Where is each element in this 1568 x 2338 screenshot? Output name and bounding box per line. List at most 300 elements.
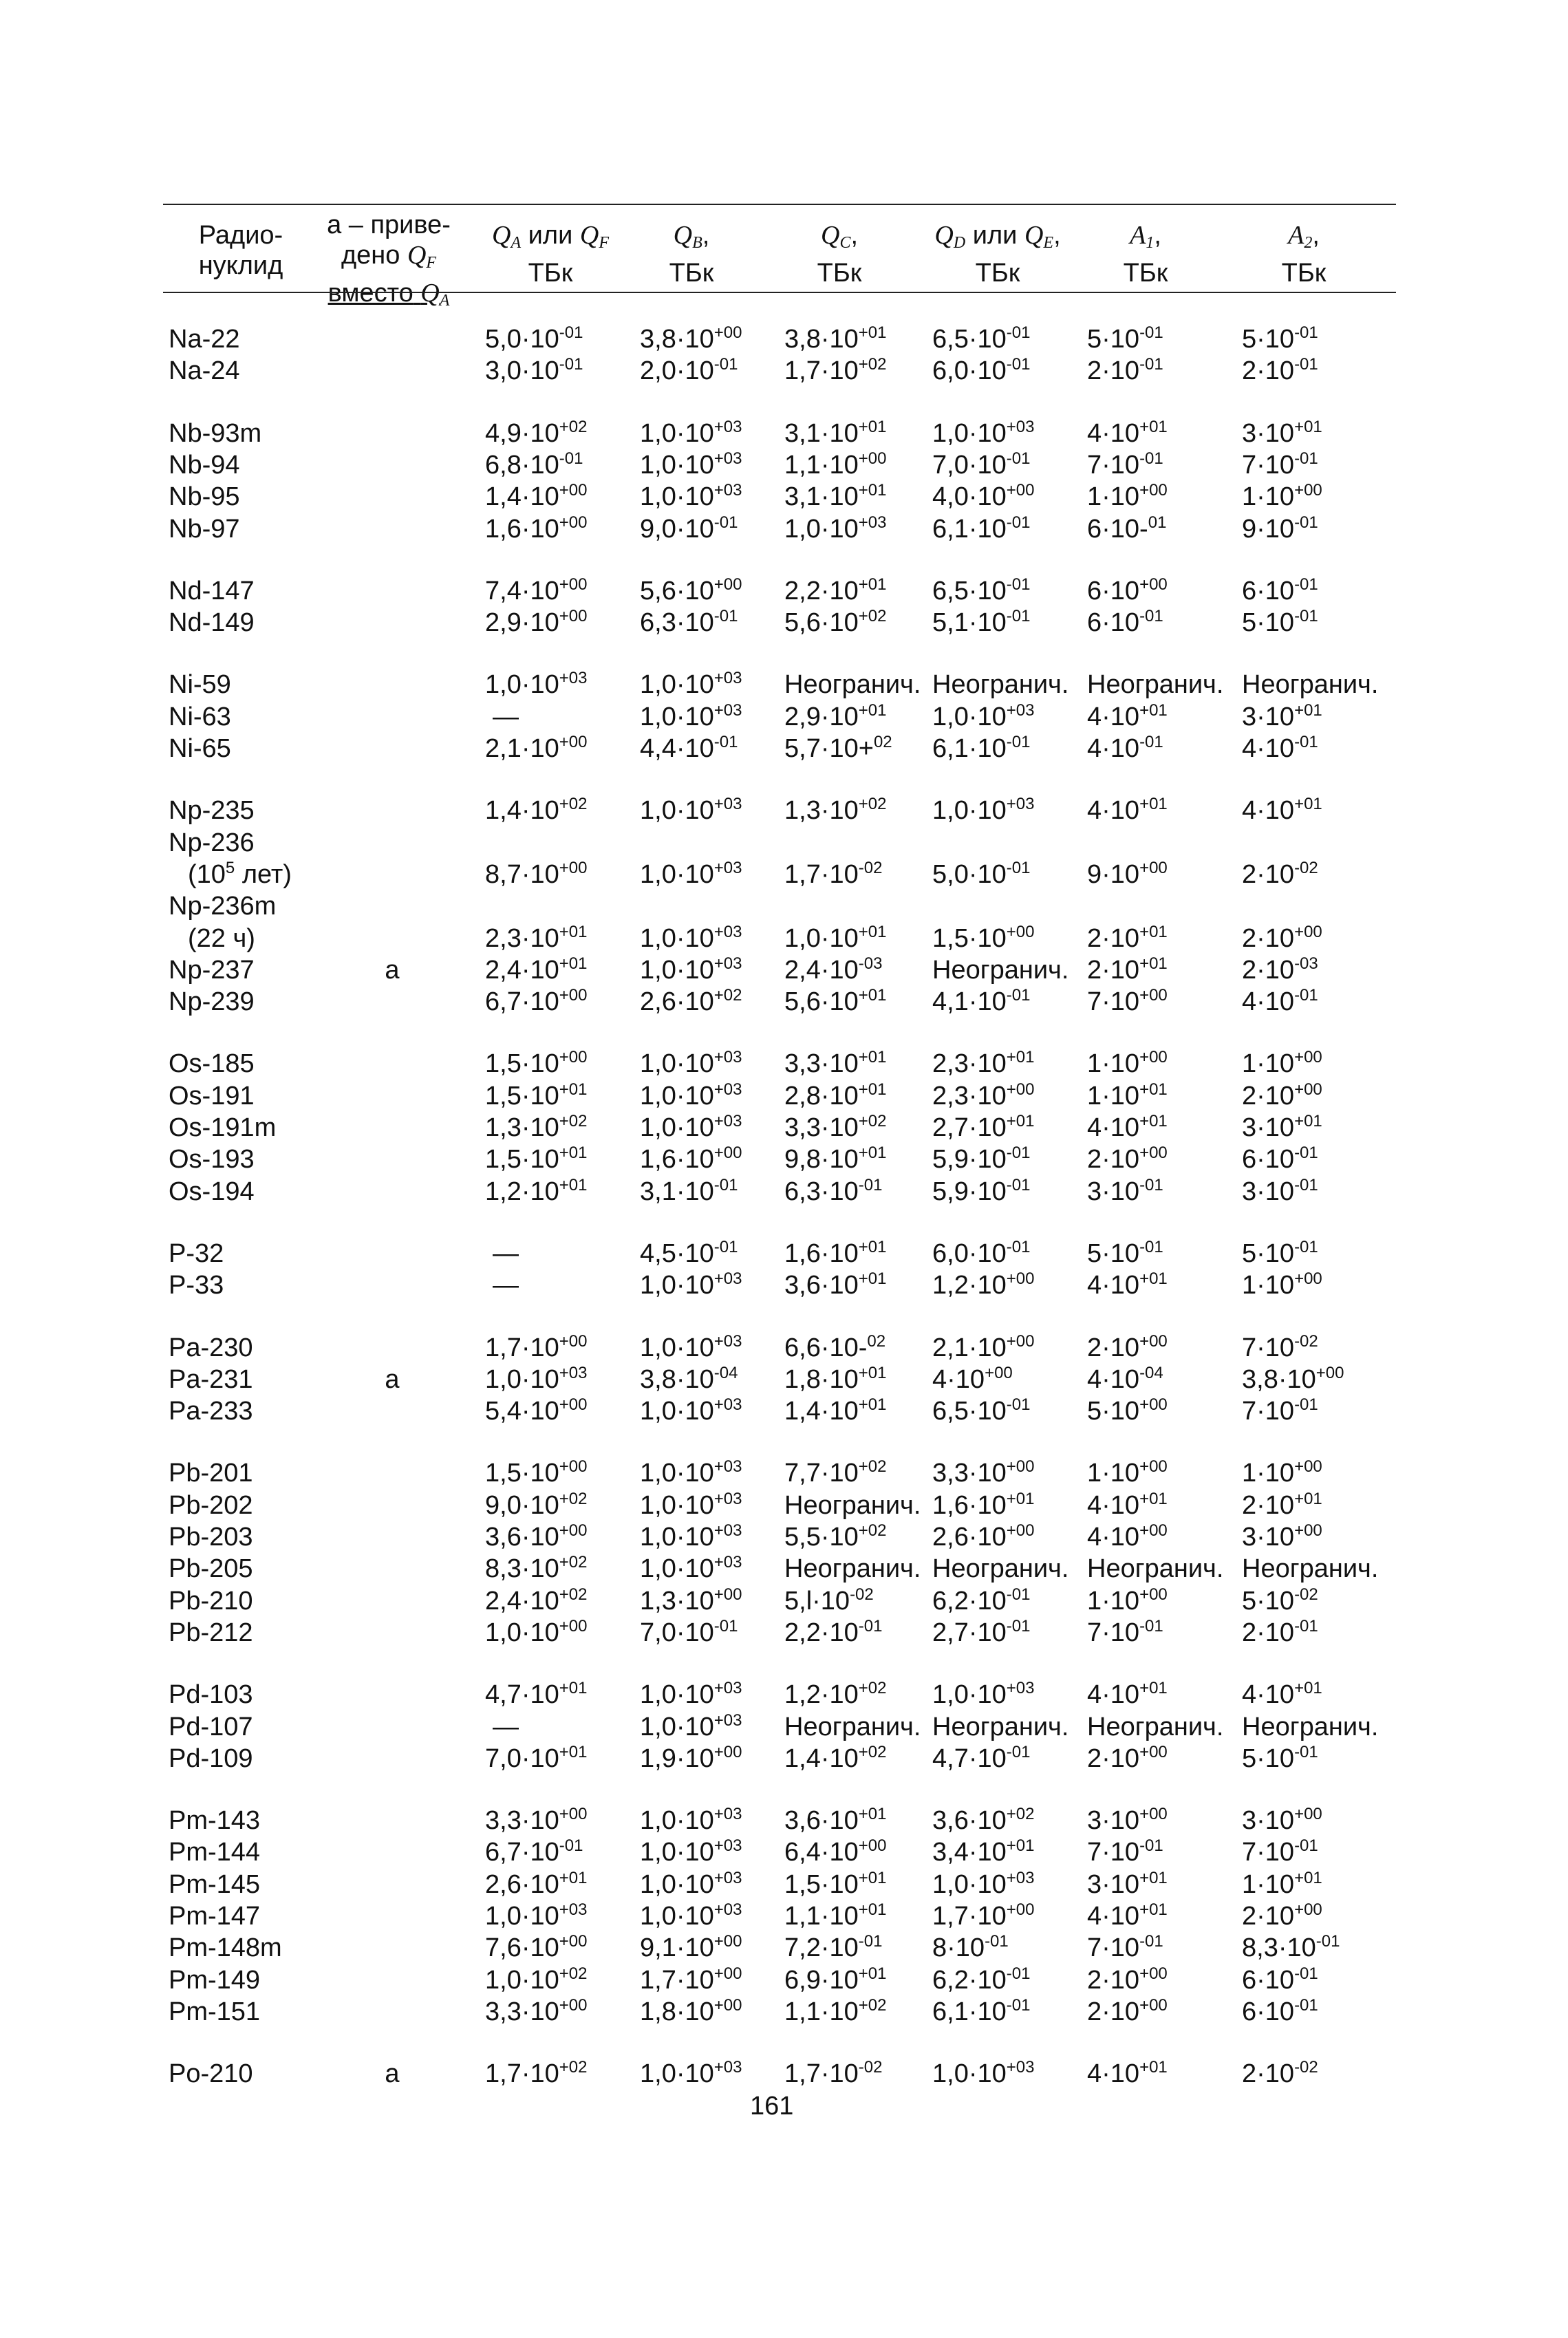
- cell-a2: $3\cdot 10^{+00}$: [1242, 1805, 1322, 1836]
- table-row: [0, 1112, 1568, 1144]
- cell-a2: $6\cdot 10^{-01}$: [1242, 1995, 1318, 2026]
- cell-qa: —: [493, 1712, 519, 1741]
- cell-qc: $2,2\cdot 10^{+01}$: [784, 575, 887, 605]
- cell-qa: $1,3\cdot 10^{+02}$: [485, 1112, 588, 1142]
- cell-qd: $1,0\cdot 10^{+03}$: [932, 417, 1035, 448]
- cell-a1: $4\cdot 10^{-04}$: [1087, 1363, 1163, 1394]
- col-header-qd: $Q_D$ или $Q_E$, ТБк: [934, 221, 1061, 288]
- col-header-qa: $Q_A$ или $Q_F$ ТБк: [491, 221, 609, 288]
- cell-qc: $7,7\cdot 10^{+02}$: [784, 1457, 887, 1488]
- table-row: [0, 481, 1568, 513]
- cell-nuclide: Os-194: [169, 1177, 255, 1206]
- cell-qc: $6,4\cdot 10^{+00}$: [784, 1836, 887, 1867]
- table-row: [0, 1711, 1568, 1743]
- cell-a2: $2\cdot 10^{+00}$: [1242, 922, 1322, 953]
- table-row: [0, 1805, 1568, 1836]
- cell-a2: $5\cdot 10^{-01}$: [1242, 1237, 1318, 1268]
- table-row: [0, 1900, 1568, 1932]
- table-row: [0, 1490, 1568, 1521]
- cell-a2: $3\cdot 10^{+00}$: [1242, 1521, 1322, 1552]
- cell-a2: $7\cdot 10^{-01}$: [1242, 1836, 1318, 1867]
- cell-a1: $4\cdot 10^{-01}$: [1087, 733, 1163, 763]
- cell-qb: $1,0\cdot 10^{+03}$: [640, 858, 742, 889]
- cell-qa: $3,3\cdot 10^{+00}$: [485, 1995, 588, 2026]
- cell-qb: $1,0\cdot 10^{+03}$: [640, 449, 742, 480]
- table-header-rule: [163, 292, 1396, 293]
- cell-qd: $2,1\cdot 10^{+00}$: [932, 1331, 1035, 1362]
- cell-qd: $6,1\cdot 10^{-01}$: [932, 733, 1031, 763]
- cell-qb: $1,0\cdot 10^{+03}$: [640, 1836, 742, 1867]
- cell-qb: $1,0\cdot 10^{+03}$: [640, 1489, 742, 1520]
- cell-qb: $4,4\cdot 10^{-01}$: [640, 733, 738, 763]
- table-row: [0, 859, 1568, 890]
- cell-qd: $5,9\cdot 10^{-01}$: [932, 1144, 1031, 1175]
- cell-a2: Неогранич.: [1242, 1554, 1379, 1584]
- cell-a1: $2\cdot 10^{+00}$: [1087, 1742, 1168, 1773]
- cell-a1: 6·10-$^{01}$: [1087, 513, 1167, 544]
- cell-nuclide: Os-191: [169, 1081, 255, 1111]
- cell-nuclide: Pb-203: [169, 1523, 253, 1552]
- cell-qb: $1,0\cdot 10^{+03}$: [640, 2058, 742, 2089]
- cell-qb: $1,0\cdot 10^{+03}$: [640, 1331, 742, 1362]
- cell-qc: $9,8\cdot 10^{+01}$: [784, 1144, 887, 1175]
- cell-qb: $1,0\cdot 10^{+03}$: [640, 417, 742, 448]
- cell-qc: $1,4\cdot 10^{+02}$: [784, 1742, 887, 1773]
- cell-qa: $6,8\cdot 10^{-01}$: [485, 449, 583, 480]
- table-row: [0, 890, 1568, 922]
- cell-qc: $1,6\cdot 10^{+01}$: [784, 1237, 887, 1268]
- cell-nuclide: Po-210: [169, 2059, 253, 2089]
- cell-qa: $5,0\cdot 10^{-01}$: [485, 323, 583, 354]
- cell-nuclide: Pm-151: [169, 1997, 261, 2026]
- cell-qc: Неогранич.: [784, 1490, 921, 1520]
- cell-qb: $1,0\cdot 10^{+03}$: [640, 795, 742, 826]
- cell-a1: $4\cdot 10^{+01}$: [1087, 1112, 1168, 1142]
- cell-qb: $1,0\cdot 10^{+03}$: [640, 481, 742, 512]
- cell-qd: $1,0\cdot 10^{+03}$: [932, 795, 1035, 826]
- cell-qa: $8,3\cdot 10^{+02}$: [485, 1553, 588, 1584]
- cell-nuclide: Np-237: [169, 955, 255, 985]
- cell-qc: $1,1\cdot 10^{+02}$: [784, 1995, 887, 2026]
- cell-qa: $3,0\cdot 10^{-01}$: [485, 355, 583, 386]
- cell-qb: $3,1\cdot 10^{-01}$: [640, 1175, 738, 1206]
- cell-nuclide: ($10^5$ лет): [188, 858, 292, 889]
- col-header-a2: $A_2$, ТБк: [1281, 221, 1327, 288]
- cell-qb: $1,0\cdot 10^{+03}$: [640, 1080, 742, 1111]
- cell-nuclide: Pa-231: [169, 1364, 253, 1394]
- cell-qc: $6,3\cdot 10^{-01}$: [784, 1175, 883, 1206]
- table-row: [0, 1743, 1568, 1774]
- cell-a2: $4\cdot 10^{+01}$: [1242, 1679, 1322, 1710]
- cell-qc: $1,8\cdot 10^{+01}$: [784, 1363, 887, 1394]
- cell-nuclide: Os-191m: [169, 1113, 277, 1142]
- col-header-nuclide: Радио- нуклид: [198, 221, 283, 280]
- cell-a2: $2\cdot 10^{-02}$: [1242, 858, 1318, 889]
- cell-qb: $6,3\cdot 10^{-01}$: [640, 607, 738, 638]
- cell-qc: $2,8\cdot 10^{+01}$: [784, 1080, 887, 1111]
- cell-qb: $1,0\cdot 10^{+03}$: [640, 954, 742, 985]
- cell-qd: $6,5\cdot 10^{-01}$: [932, 575, 1031, 605]
- cell-nuclide: Nd-149: [169, 608, 255, 638]
- cell-qc: $1,1\cdot 10^{+00}$: [784, 449, 887, 480]
- cell-qc: $5,6\cdot 10^{+02}$: [784, 607, 887, 638]
- cell-nuclide: Pm-149: [169, 1965, 261, 1995]
- cell-qd: $4,1\cdot 10^{-01}$: [932, 986, 1031, 1017]
- cell-qd: $1,7\cdot 10^{+00}$: [932, 1900, 1035, 1931]
- cell-qa: $5,4\cdot 10^{+00}$: [485, 1395, 588, 1426]
- table-row: [0, 607, 1568, 639]
- cell-qb: $5,6\cdot 10^{+00}$: [640, 575, 742, 605]
- cell-nuclide: Pm-147: [169, 1902, 261, 1931]
- cell-qc: $3,1\cdot 10^{+01}$: [784, 417, 887, 448]
- table-row: [0, 1521, 1568, 1553]
- cell-qb: $1,0\cdot 10^{+03}$: [640, 1900, 742, 1931]
- cell-qd: $5,9\cdot 10^{-01}$: [932, 1175, 1031, 1206]
- table-row: [0, 1332, 1568, 1364]
- col-header-a1: $A_1$, ТБк: [1123, 221, 1168, 288]
- cell-qd: $6,0\cdot 10^{-01}$: [932, 1237, 1031, 1268]
- cell-qc: $3,3\cdot 10^{+01}$: [784, 1048, 887, 1079]
- cell-qa: —: [493, 1238, 519, 1268]
- cell-a1: $2\cdot 10^{+00}$: [1087, 1995, 1168, 2026]
- cell-qa: $2,1\cdot 10^{+00}$: [485, 733, 588, 763]
- cell-qb: $1,6\cdot 10^{+00}$: [640, 1144, 742, 1175]
- cell-qb: $3,8\cdot 10^{+00}$: [640, 323, 742, 354]
- cell-a1: $4\cdot 10^{+01}$: [1087, 2058, 1168, 2089]
- table-row: [0, 923, 1568, 954]
- cell-qb: $9,1\cdot 10^{+00}$: [640, 1932, 742, 1963]
- cell-qc: $1,7\cdot 10^{-02}$: [784, 858, 883, 889]
- table-row: [0, 701, 1568, 733]
- table-top-rule: [163, 204, 1396, 205]
- cell-a1: $5\cdot 10^{-01}$: [1087, 323, 1163, 354]
- cell-a1: Неогранич.: [1087, 1712, 1224, 1741]
- cell-a1: $4\cdot 10^{+01}$: [1087, 1269, 1168, 1300]
- cell-qb: $1,0\cdot 10^{+03}$: [640, 1521, 742, 1552]
- cell-a1: $2\cdot 10^{+01}$: [1087, 954, 1168, 985]
- cell-qc: Неогранич.: [784, 1554, 921, 1584]
- cell-qc: Неогранич.: [784, 670, 921, 700]
- cell-qa: $1,4\cdot 10^{+02}$: [485, 795, 588, 826]
- cell-a1: Неогранич.: [1087, 670, 1224, 700]
- cell-a1: $2\cdot 10^{+01}$: [1087, 922, 1168, 953]
- cell-qa: $1,7\cdot 10^{+00}$: [485, 1331, 588, 1362]
- table-row: [0, 1836, 1568, 1868]
- cell-nuclide: Pm-144: [169, 1838, 261, 1867]
- cell-qa: $1,0\cdot 10^{+02}$: [485, 1964, 588, 1995]
- cell-qd: Неогранич.: [932, 955, 1069, 985]
- cell-a1: Неогранич.: [1087, 1554, 1224, 1584]
- col-header-qb: $Q_B$, ТБк: [669, 221, 714, 288]
- cell-nuclide: Nb-93m: [169, 418, 262, 448]
- cell-qc: $2,2\cdot 10^{-01}$: [784, 1616, 883, 1647]
- cell-qb: $1,0\cdot 10^{+03}$: [640, 1679, 742, 1710]
- cell-a1: $7\cdot 10^{-01}$: [1087, 1836, 1163, 1867]
- cell-a1: $2\cdot 10^{+00}$: [1087, 1331, 1168, 1362]
- cell-a2: $1\cdot 10^{+00}$: [1242, 1269, 1322, 1300]
- cell-qd: $4,7\cdot 10^{-01}$: [932, 1742, 1031, 1773]
- table-row: [0, 1080, 1568, 1112]
- cell-qc: $3,6\cdot 10^{+01}$: [784, 1805, 887, 1836]
- cell-a2: $4\cdot 10^{+01}$: [1242, 795, 1322, 826]
- cell-qa: $2,4\cdot 10^{+01}$: [485, 954, 588, 985]
- cell-qa: $1,7\cdot 10^{+02}$: [485, 2058, 588, 2089]
- cell-nuclide: Ni-63: [169, 702, 231, 731]
- cell-qb: $7,0\cdot 10^{-01}$: [640, 1616, 738, 1647]
- cell-qd: $4\cdot 10^{+00}$: [932, 1363, 1013, 1394]
- cell-qd: $3,3\cdot 10^{+00}$: [932, 1457, 1035, 1488]
- cell-qa: $2,6\cdot 10^{+01}$: [485, 1868, 588, 1899]
- cell-a1: $1\cdot 10^{+00}$: [1087, 1585, 1168, 1616]
- cell-qd: $6,2\cdot 10^{-01}$: [932, 1585, 1031, 1616]
- cell-qa: $1,5\cdot 10^{+00}$: [485, 1457, 588, 1488]
- cell-a1: $1\cdot 10^{+01}$: [1087, 1080, 1168, 1111]
- cell-a1: $5\cdot 10^{+00}$: [1087, 1395, 1168, 1426]
- cell-qc: $3,1\cdot 10^{+01}$: [784, 481, 887, 512]
- cell-qa: $1,0\cdot 10^{+03}$: [485, 669, 588, 700]
- cell-nuclide: P-32: [169, 1238, 224, 1268]
- cell-qd: $1,5\cdot 10^{+00}$: [932, 922, 1035, 953]
- table-row: [0, 1932, 1568, 1964]
- cell-nuclide: Os-185: [169, 1049, 255, 1079]
- cell-qd: $6,5\cdot 10^{-01}$: [932, 1395, 1031, 1426]
- cell-qc: $7,2\cdot 10^{-01}$: [784, 1932, 883, 1963]
- cell-nuclide: Pb-212: [169, 1618, 253, 1647]
- cell-qb: $1,0\cdot 10^{+03}$: [640, 922, 742, 953]
- cell-qc: $1,4\cdot 10^{+01}$: [784, 1395, 887, 1426]
- cell-qc: $1,0\cdot 10^{+03}$: [784, 513, 887, 544]
- cell-qb: $4,5\cdot 10^{-01}$: [640, 1237, 738, 1268]
- cell-qc: $5,5\cdot 10^{+02}$: [784, 1521, 887, 1552]
- cell-qd: $6,5\cdot 10^{-01}$: [932, 323, 1031, 354]
- cell-nuclide: Nb-97: [169, 514, 240, 544]
- cell-qd: $1,6\cdot 10^{+01}$: [932, 1489, 1035, 1520]
- cell-flag: а: [385, 1364, 400, 1394]
- cell-a1: $6\cdot 10^{-01}$: [1087, 607, 1163, 638]
- cell-qd: $8\cdot 10^{-01}$: [932, 1932, 1009, 1963]
- cell-a2: $3\cdot 10^{-01}$: [1242, 1175, 1318, 1206]
- cell-a2: $3\cdot 10^{+01}$: [1242, 417, 1322, 448]
- cell-qc: $5,l\cdot 10^{-02}$: [784, 1585, 874, 1616]
- table-row: [0, 1144, 1568, 1175]
- cell-a1: $2\cdot 10^{-01}$: [1087, 355, 1163, 386]
- cell-qc: $3,6\cdot 10^{+01}$: [784, 1269, 887, 1300]
- cell-qa: $2,9\cdot 10^{+00}$: [485, 607, 588, 638]
- cell-a2: $2\cdot 10^{-03}$: [1242, 954, 1318, 985]
- table-row: [0, 449, 1568, 481]
- table-row: [0, 418, 1568, 449]
- cell-a1: $1\cdot 10^{+00}$: [1087, 1457, 1168, 1488]
- cell-qc: $1,0\cdot 10^{+01}$: [784, 922, 887, 953]
- cell-a2: $1\cdot 10^{+00}$: [1242, 481, 1322, 512]
- cell-qd: $2,6\cdot 10^{+00}$: [932, 1521, 1035, 1552]
- table-row: [0, 795, 1568, 826]
- cell-qb: $2,0\cdot 10^{-01}$: [640, 355, 738, 386]
- cell-a1: $6\cdot 10^{+00}$: [1087, 575, 1168, 605]
- cell-qb: $1,0\cdot 10^{+03}$: [640, 1112, 742, 1142]
- cell-a2: $2\cdot 10^{-02}$: [1242, 2058, 1318, 2089]
- cell-a2: $5\cdot 10^{-01}$: [1242, 1742, 1318, 1773]
- cell-qb: $1,0\cdot 10^{+03}$: [640, 1048, 742, 1079]
- cell-a2: Неогранич.: [1242, 1712, 1379, 1741]
- cell-a1: $3\cdot 10^{-01}$: [1087, 1175, 1163, 1206]
- cell-qb: $1,0\cdot 10^{+03}$: [640, 700, 742, 731]
- cell-qa: $4,7\cdot 10^{+01}$: [485, 1679, 588, 1710]
- table-row: [0, 669, 1568, 700]
- cell-qb: $1,0\cdot 10^{+03}$: [640, 1553, 742, 1584]
- cell-qd: $1,0\cdot 10^{+03}$: [932, 2058, 1035, 2089]
- cell-qd: $6,0\cdot 10^{-01}$: [932, 355, 1031, 386]
- table-row: [0, 733, 1568, 764]
- cell-qc: $1,7\cdot 10^{-02}$: [784, 2058, 883, 2089]
- cell-qc: $1,7\cdot 10^{+02}$: [784, 355, 887, 386]
- table-row: [0, 355, 1568, 387]
- cell-a1: $4\cdot 10^{+00}$: [1087, 1521, 1168, 1552]
- cell-a1: $4\cdot 10^{+01}$: [1087, 795, 1168, 826]
- table-row: [0, 1269, 1568, 1301]
- table-row: [0, 1996, 1568, 2028]
- cell-a2: $6\cdot 10^{-01}$: [1242, 1144, 1318, 1175]
- cell-a1: $4\cdot 10^{+01}$: [1087, 1900, 1168, 1931]
- cell-a1: $7\cdot 10^{-01}$: [1087, 449, 1163, 480]
- cell-qd: $5,0\cdot 10^{-01}$: [932, 858, 1031, 889]
- cell-nuclide: Ni-65: [169, 734, 231, 763]
- cell-qd: $1,0\cdot 10^{+03}$: [932, 1868, 1035, 1899]
- cell-qc: Неогранич.: [784, 1712, 921, 1741]
- cell-qc: $1,5\cdot 10^{+01}$: [784, 1868, 887, 1899]
- cell-qa: —: [493, 702, 519, 731]
- cell-a2: $1\cdot 10^{+00}$: [1242, 1048, 1322, 1079]
- cell-a1: $3\cdot 10^{+00}$: [1087, 1805, 1168, 1836]
- cell-nuclide: Pb-202: [169, 1490, 253, 1520]
- table-row: [0, 1364, 1568, 1395]
- cell-nuclide: Na-24: [169, 356, 240, 386]
- cell-qd: $1,0\cdot 10^{+03}$: [932, 1679, 1035, 1710]
- cell-nuclide: Pa-230: [169, 1333, 253, 1362]
- cell-a2: $1\cdot 10^{+00}$: [1242, 1457, 1322, 1488]
- cell-a2: Неогранич.: [1242, 670, 1379, 700]
- cell-nuclide: (22 ч): [188, 923, 255, 953]
- cell-qd: $2,7\cdot 10^{+01}$: [932, 1112, 1035, 1142]
- cell-nuclide: Pm-145: [169, 1869, 261, 1899]
- cell-qa: $3,3\cdot 10^{+00}$: [485, 1805, 588, 1836]
- cell-a2: $7\cdot 10^{-01}$: [1242, 1395, 1318, 1426]
- cell-a2: $3\cdot 10^{+01}$: [1242, 1112, 1322, 1142]
- table-row: [0, 986, 1568, 1018]
- cell-a1: $9\cdot 10^{+00}$: [1087, 858, 1168, 889]
- cell-qb: $1,0\cdot 10^{+03}$: [640, 669, 742, 700]
- cell-qa: $7,6\cdot 10^{+00}$: [485, 1932, 588, 1963]
- cell-qb: $1,8\cdot 10^{+00}$: [640, 1995, 742, 2026]
- cell-qb: $1,0\cdot 10^{+03}$: [640, 1805, 742, 1836]
- cell-qc: $3,8\cdot 10^{+01}$: [784, 323, 887, 354]
- cell-qc: $1,2\cdot 10^{+02}$: [784, 1679, 887, 1710]
- cell-a1: $2\cdot 10^{+00}$: [1087, 1964, 1168, 1995]
- cell-qb: $3,8\cdot 10^{-04}$: [640, 1363, 738, 1394]
- cell-qd: $7,0\cdot 10^{-01}$: [932, 449, 1031, 480]
- cell-qd: Неогранич.: [932, 1712, 1069, 1741]
- cell-qb: $2,6\cdot 10^{+02}$: [640, 986, 742, 1017]
- cell-a1: $7\cdot 10^{-01}$: [1087, 1932, 1163, 1963]
- table-row: [0, 827, 1568, 859]
- cell-qd: $4,0\cdot 10^{+00}$: [932, 481, 1035, 512]
- cell-qc: $2,4\cdot 10^{-03}$: [784, 954, 883, 985]
- cell-nuclide: Np-236m: [169, 892, 277, 921]
- cell-qa: $1,4\cdot 10^{+00}$: [485, 481, 588, 512]
- cell-flag: а: [385, 955, 400, 985]
- cell-qc: $1,3\cdot 10^{+02}$: [784, 795, 887, 826]
- cell-a2: $1\cdot 10^{+01}$: [1242, 1868, 1322, 1899]
- table-row: [0, 954, 1568, 986]
- cell-qa: $2,3\cdot 10^{+01}$: [485, 922, 588, 953]
- cell-nuclide: Np-239: [169, 987, 255, 1017]
- cell-qc: $6,9\cdot 10^{+01}$: [784, 1964, 887, 1995]
- cell-nuclide: Np-236: [169, 828, 255, 857]
- cell-a2: $7\cdot 10^{-01}$: [1242, 449, 1318, 480]
- table-row: [0, 323, 1568, 355]
- cell-qc: $2,9\cdot 10^{+01}$: [784, 700, 887, 731]
- table-row: [0, 575, 1568, 607]
- cell-nuclide: Ni-59: [169, 670, 231, 700]
- table-row: [0, 1395, 1568, 1427]
- cell-qb: $1,3\cdot 10^{+00}$: [640, 1585, 742, 1616]
- cell-a1: $1\cdot 10^{+00}$: [1087, 481, 1168, 512]
- cell-a1: $1\cdot 10^{+00}$: [1087, 1048, 1168, 1079]
- cell-a2: $2\cdot 10^{-01}$: [1242, 1616, 1318, 1647]
- cell-qb: $1,0\cdot 10^{+03}$: [640, 1457, 742, 1488]
- cell-qa: $1,6\cdot 10^{+00}$: [485, 513, 588, 544]
- table-row: [0, 1869, 1568, 1900]
- cell-qd: $3,4\cdot 10^{+01}$: [932, 1836, 1035, 1867]
- cell-flag: а: [385, 2059, 400, 2089]
- cell-nuclide: Pd-103: [169, 1680, 253, 1710]
- cell-a1: $4\cdot 10^{+01}$: [1087, 1489, 1168, 1520]
- table-row: [0, 513, 1568, 545]
- cell-qd: $2,3\cdot 10^{+01}$: [932, 1048, 1035, 1079]
- cell-a2: $5\cdot 10^{-02}$: [1242, 1585, 1318, 1616]
- cell-qb: $1,0\cdot 10^{+03}$: [640, 1395, 742, 1426]
- cell-qc: $1,1\cdot 10^{+01}$: [784, 1900, 887, 1931]
- cell-qd: $6,1\cdot 10^{-01}$: [932, 513, 1031, 544]
- cell-qa: $6,7\cdot 10^{+00}$: [485, 986, 588, 1017]
- cell-qb: $1,0\cdot 10^{+03}$: [640, 1868, 742, 1899]
- cell-qa: $8,7\cdot 10^{+00}$: [485, 858, 588, 889]
- cell-qa: $2,4\cdot 10^{+02}$: [485, 1585, 588, 1616]
- cell-qa: $9,0\cdot 10^{+02}$: [485, 1489, 588, 1520]
- cell-a1: $7\cdot 10^{-01}$: [1087, 1616, 1163, 1647]
- cell-qa: $1,5\cdot 10^{+01}$: [485, 1144, 588, 1175]
- table-row: [0, 1457, 1568, 1489]
- cell-nuclide: P-33: [169, 1271, 224, 1300]
- page-number: 161: [750, 2092, 794, 2121]
- cell-a1: $2\cdot 10^{+00}$: [1087, 1144, 1168, 1175]
- table-row: [0, 1964, 1568, 1996]
- cell-nuclide: Pb-205: [169, 1554, 253, 1584]
- cell-qd: Неогранич.: [932, 670, 1069, 700]
- table-row: [0, 1679, 1568, 1710]
- cell-qd: $6,2\cdot 10^{-01}$: [932, 1964, 1031, 1995]
- cell-a2: $6\cdot 10^{-01}$: [1242, 1964, 1318, 1995]
- cell-a2: $8,3\cdot 10^{-01}$: [1242, 1932, 1340, 1963]
- cell-qa: $4,9\cdot 10^{+02}$: [485, 417, 588, 448]
- cell-qa: $6,7\cdot 10^{-01}$: [485, 1836, 583, 1867]
- cell-a2: $2\cdot 10^{+01}$: [1242, 1489, 1322, 1520]
- cell-qc: $5,6\cdot 10^{+01}$: [784, 986, 887, 1017]
- cell-nuclide: Nb-95: [169, 482, 240, 512]
- cell-qa: $3,6\cdot 10^{+00}$: [485, 1521, 588, 1552]
- cell-qa: $1,0\cdot 10^{+03}$: [485, 1900, 588, 1931]
- cell-a2: $5\cdot 10^{-01}$: [1242, 607, 1318, 638]
